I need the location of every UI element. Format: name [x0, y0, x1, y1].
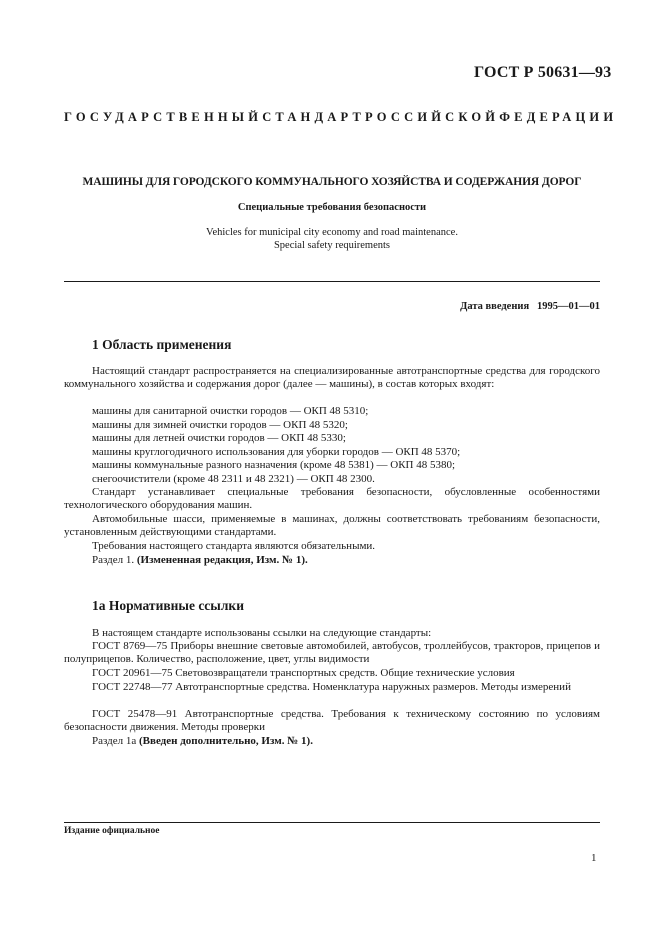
reference-item: ГОСТ 25478—91 Автотранспортные средства. Требования к техническому состоянию по условиям безопасности движения. Методы проверки	[64, 708, 600, 734]
reference-item: ГОСТ 8769—75 Приборы внешние световые автомобилей, автобусов, троллейбусов, тракторов, прицепов и полуприцепов. Количество, расположение, цвет, углы видимости	[64, 640, 600, 666]
list-item: машины для зимней очистки городов — ОКП 48 5320;	[92, 419, 348, 431]
list-item: снегоочистители (кроме 48 2311 и 48 2321) — ОКП 48 2300.	[92, 473, 375, 485]
banner-word: РОССИЙСКОЙ	[365, 110, 500, 124]
intro-date-value: 1995—01—01	[537, 301, 600, 312]
paragraph: Настоящий стандарт распространяется на специализированные автотранспортные средства для городского коммунального хозяйства и содержания дорог (далее — машины), в состав которых входят:	[64, 365, 600, 391]
paragraph: Автомобильные шасси, применяемые в машинах, должны соответствовать требованиям безопасности, установленным действующими стандартами.	[64, 513, 600, 539]
document-title: МАШИНЫ ДЛЯ ГОРОДСКОГО КОММУНАЛЬНОГО ХОЗЯЙСТВА И СОДЕРЖАНИЯ ДОРОГ	[82, 176, 582, 188]
english-title-line: Special safety requirements	[273, 240, 391, 251]
banner-word: ФЕДЕРАЦИИ	[499, 110, 618, 124]
amendment-note: Раздел 1а (Введен дополнительно, Изм. № 1).	[92, 735, 313, 747]
introduction-date	[460, 301, 600, 312]
edition-note: Издание официальное	[64, 826, 160, 836]
intro-date-label: Дата введения	[460, 301, 530, 312]
standard-banner	[64, 110, 618, 125]
list-item: машины для санитарной очистки городов — ОКП 48 5310;	[92, 405, 369, 417]
english-title-line: Vehicles for municipal city economy and road maintenance.	[206, 227, 458, 238]
header-divider	[64, 281, 600, 282]
paragraph: В настоящем стандарте использованы ссылки на следующие стандарты:	[92, 627, 432, 639]
paragraph: Стандарт устанавливает специальные требования безопасности, обусловленные особенностями технологического оборудования машин.	[64, 486, 600, 512]
english-title	[64, 226, 600, 252]
amendment-note: Раздел 1. (Измененная редакция, Изм. № 1).	[92, 554, 308, 566]
reference-item: ГОСТ 20961—75 Световозвращатели транспортных средств. Общие технические условия	[92, 667, 515, 679]
banner-word: ГОСУДАРСТВЕННЫЙ	[64, 110, 263, 124]
paragraph: Требования настоящего стандарта являются обязательными.	[92, 540, 376, 552]
footer-divider	[64, 822, 600, 823]
section-heading: 1 Область применения	[92, 337, 232, 352]
reference-item: ГОСТ 22748—77 Автотранспортные средства. Номенклатура наружных размеров. Методы измерений	[92, 681, 571, 693]
document-number: ГОСТ Р 50631—93	[474, 64, 612, 81]
list-item: машины для летней очистки городов — ОКП 48 5330;	[92, 432, 346, 444]
list-item: машины круглогодичного использования для уборки городов — ОКП 48 5370;	[92, 446, 461, 458]
page-number: 1	[591, 852, 597, 864]
banner-word: СТАНДАРТ	[262, 110, 366, 124]
document-subtitle: Специальные требования безопасности	[237, 202, 427, 213]
list-item: машины коммунальные разного назначения (кроме 48 5381) — ОКП 48 5380;	[92, 459, 456, 471]
section-heading: 1а Нормативные ссылки	[92, 598, 244, 613]
